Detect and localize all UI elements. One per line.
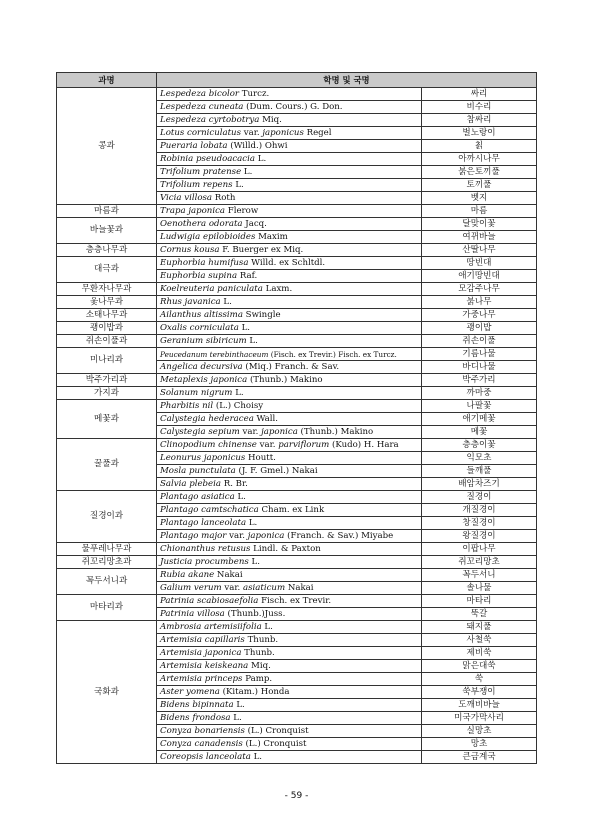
scientific-name-cell bbox=[157, 296, 422, 309]
korean-name-cell: 뚝갈 bbox=[422, 608, 537, 621]
korean-name-cell: 메꽃 bbox=[422, 426, 537, 439]
family-cell: 옻나무과 bbox=[57, 296, 157, 309]
scientific-name-author: (Franch. & Sav.) Miyabe bbox=[284, 530, 394, 541]
scientific-name-cell bbox=[157, 270, 422, 283]
korean-name-cell: 돼지풀 bbox=[422, 621, 537, 634]
scientific-name-cell bbox=[157, 166, 422, 179]
scientific-name-cell bbox=[157, 686, 422, 699]
scientific-name-cell bbox=[157, 127, 422, 140]
scientific-name-cell bbox=[157, 556, 422, 569]
scientific-name-cell bbox=[157, 660, 422, 673]
scientific-name-author: Willd. ex Schltdl. bbox=[248, 257, 326, 268]
scientific-name-italic: Justicia procumbens bbox=[160, 556, 249, 567]
korean-name-cell: 마타리 bbox=[422, 595, 537, 608]
scientific-name-author: L. bbox=[250, 751, 263, 762]
scientific-name-author: (L.) Cronquist bbox=[244, 725, 309, 736]
korean-name-cell: 층층이꽃 bbox=[422, 439, 537, 452]
korean-name-cell: 기름나물 bbox=[422, 348, 537, 361]
scientific-name-italic: Patrinia villosa bbox=[160, 608, 225, 619]
scientific-name-author: Swingle bbox=[242, 309, 281, 320]
korean-name-cell: 질경이 bbox=[422, 491, 537, 504]
scientific-name-cell bbox=[157, 543, 422, 556]
scientific-name-author: Pamp. bbox=[242, 673, 273, 684]
korean-name-cell: 붉나무 bbox=[422, 296, 537, 309]
scientific-name-italic: Pueraria lobata bbox=[160, 140, 228, 151]
table-header-row bbox=[57, 73, 537, 88]
scientific-name-italic: Metaplexis japonica bbox=[160, 374, 248, 385]
scientific-name-cell bbox=[157, 231, 422, 244]
family-cell: 박주가리과 bbox=[57, 374, 157, 387]
korean-name-cell: 나팔꽃 bbox=[422, 400, 537, 413]
scientific-name-author: Nakai bbox=[214, 569, 243, 580]
scientific-name-cell bbox=[157, 335, 422, 348]
scientific-name-italic: Aster yomena bbox=[160, 686, 220, 697]
scientific-name-cell bbox=[157, 738, 422, 751]
scientific-name-italic: Artemisia japonica bbox=[160, 647, 242, 658]
scientific-name-author: Regel bbox=[303, 127, 332, 138]
scientific-name-italic: japonicus bbox=[262, 127, 304, 138]
scientific-name-author: var. bbox=[221, 582, 243, 593]
family-cell: 괭이밥과 bbox=[57, 322, 157, 335]
korean-name-cell: 쑥 bbox=[422, 673, 537, 686]
korean-name-cell: 바디나물 bbox=[422, 361, 537, 374]
header-family: 과명 bbox=[57, 73, 157, 88]
scientific-name-italic: Plantago asiatica bbox=[160, 491, 235, 502]
scientific-name-author: (Fisch. ex Trevir.) Fisch. ex Turcz. bbox=[268, 349, 397, 359]
scientific-name-author: (Kitam.) Honda bbox=[219, 686, 290, 697]
scientific-name-author: Miq. bbox=[259, 114, 282, 125]
korean-name-cell: 쥐손이풀 bbox=[422, 335, 537, 348]
korean-name-cell: 개질경이 bbox=[422, 504, 537, 517]
scientific-name-author: R. Br. bbox=[221, 478, 248, 489]
scientific-name-author: L. bbox=[238, 322, 251, 333]
scientific-name-cell bbox=[157, 140, 422, 153]
korean-name-cell: 애기메꽃 bbox=[422, 413, 537, 426]
scientific-name-author: L. bbox=[246, 517, 258, 528]
scientific-name-italic: Bidens frondosa bbox=[160, 712, 231, 723]
table-row bbox=[57, 335, 537, 348]
scientific-name-author: Maxim bbox=[255, 231, 288, 242]
korean-name-cell: 익모초 bbox=[422, 452, 537, 465]
scientific-name-author: L. bbox=[220, 296, 232, 307]
scientific-name-italic: Artemisia princeps bbox=[160, 673, 243, 684]
scientific-name-italic: Pharbitis nil bbox=[160, 400, 214, 411]
scientific-name-italic: Oxalis corniculata bbox=[160, 322, 239, 333]
table-row bbox=[57, 244, 537, 257]
scientific-name-italic: Vicia villosa bbox=[160, 192, 213, 203]
family-cell: 메꽃과 bbox=[57, 400, 157, 439]
scientific-name-italic: Solanum nigrum bbox=[160, 387, 233, 398]
korean-name-cell: 창질경이 bbox=[422, 517, 537, 530]
family-cell: 콩과 bbox=[57, 88, 157, 205]
scientific-name-author: L. bbox=[232, 179, 244, 190]
korean-name-cell: 벳지 bbox=[422, 192, 537, 205]
scientific-name-italic: Ambrosia artemisiifolia bbox=[160, 621, 262, 632]
korean-name-cell: 땅빈대 bbox=[422, 257, 537, 270]
scientific-name-italic: Rubia akane bbox=[160, 569, 215, 580]
table-row bbox=[57, 205, 537, 218]
korean-name-cell: 쑥부쟁이 bbox=[422, 686, 537, 699]
scientific-name-author: Houtt. bbox=[245, 452, 276, 463]
table-row bbox=[57, 595, 537, 608]
scientific-name-italic: Plantago major bbox=[160, 530, 227, 541]
scientific-name-italic: Geranium sibiricum bbox=[160, 335, 247, 346]
table-row bbox=[57, 439, 537, 452]
korean-name-cell: 참싸리 bbox=[422, 114, 537, 127]
scientific-name-italic: Cornus kousa bbox=[160, 244, 220, 255]
scientific-name-italic: Euphorbia supina bbox=[160, 270, 238, 281]
family-cell: 쥐손이풀과 bbox=[57, 335, 157, 348]
scientific-name-cell bbox=[157, 582, 422, 595]
scientific-name-italic: parviflorum bbox=[278, 439, 330, 450]
scientific-name-cell bbox=[157, 517, 422, 530]
scientific-name-cell bbox=[157, 673, 422, 686]
scientific-name-cell bbox=[157, 699, 422, 712]
korean-name-cell: 칡 bbox=[422, 140, 537, 153]
table-row bbox=[57, 374, 537, 387]
scientific-name-author: L. bbox=[233, 699, 245, 710]
scientific-name-cell bbox=[157, 478, 422, 491]
scientific-name-cell bbox=[157, 491, 422, 504]
scientific-name-cell bbox=[157, 647, 422, 660]
korean-name-cell: 꼭두서니 bbox=[422, 569, 537, 582]
scientific-name-cell bbox=[157, 712, 422, 725]
scientific-name-cell bbox=[157, 569, 422, 582]
scientific-name-cell bbox=[157, 218, 422, 231]
scientific-name-author: (Miq.) Franch. & Sav. bbox=[242, 361, 340, 372]
scientific-name-cell bbox=[157, 634, 422, 647]
scientific-name-italic: Trifolium pratense bbox=[160, 166, 242, 177]
scientific-name-cell bbox=[157, 244, 422, 257]
korean-name-cell: 실망초 bbox=[422, 725, 537, 738]
table-row bbox=[57, 556, 537, 569]
family-cell: 소태나무과 bbox=[57, 309, 157, 322]
scientific-name-italic: japonica bbox=[247, 530, 285, 541]
scientific-name-cell bbox=[157, 452, 422, 465]
scientific-name-author: Turcz. bbox=[239, 88, 270, 99]
scientific-name-author: L. bbox=[232, 387, 244, 398]
korean-name-cell: 붉은토끼풀 bbox=[422, 166, 537, 179]
scientific-name-italic: Robinia pseudoacacia bbox=[160, 153, 255, 164]
scientific-name-cell bbox=[157, 374, 422, 387]
scientific-name-italic: Ailanthus altissima bbox=[160, 309, 243, 320]
scientific-name-italic: Koelreuteria paniculata bbox=[160, 283, 263, 294]
scientific-name-cell bbox=[157, 114, 422, 127]
table-row bbox=[57, 296, 537, 309]
scientific-name-italic: Euphorbia humifusa bbox=[160, 257, 249, 268]
family-cell: 가지과 bbox=[57, 387, 157, 400]
species-table bbox=[56, 72, 537, 764]
scientific-name-cell bbox=[157, 179, 422, 192]
scientific-name-author: (Kudo) H. Hara bbox=[329, 439, 399, 450]
scientific-name-author: Nakai bbox=[285, 582, 314, 593]
korean-name-cell: 이팝나무 bbox=[422, 543, 537, 556]
family-cell: 꿀풀과 bbox=[57, 439, 157, 491]
table-body bbox=[57, 88, 537, 764]
table-row bbox=[57, 621, 537, 634]
korean-name-cell: 괭이밥 bbox=[422, 322, 537, 335]
table-row bbox=[57, 88, 537, 101]
korean-name-cell: 박주가리 bbox=[422, 374, 537, 387]
scientific-name-italic: Lespedeza cuneata bbox=[160, 101, 244, 112]
scientific-name-italic: Rhus javanica bbox=[160, 296, 221, 307]
scientific-name-italic: Oenothera odorata bbox=[160, 218, 243, 229]
scientific-name-cell bbox=[157, 387, 422, 400]
table-row bbox=[57, 257, 537, 270]
scientific-name-italic: Chionanthus retusus bbox=[160, 543, 251, 554]
korean-name-cell: 망초 bbox=[422, 738, 537, 751]
scientific-name-cell bbox=[157, 400, 422, 413]
header-name: 학명 및 국명 bbox=[157, 73, 537, 88]
scientific-name-author: F. Buerger ex Miq. bbox=[219, 244, 304, 255]
scientific-name-italic: Mosla punctulata bbox=[160, 465, 236, 476]
family-cell: 꼭두서니과 bbox=[57, 569, 157, 595]
scientific-name-author: Laxm. bbox=[262, 283, 293, 294]
scientific-name-author: Roth bbox=[212, 192, 236, 203]
korean-name-cell: 달맞이꽃 bbox=[422, 218, 537, 231]
korean-name-cell: 들깨풀 bbox=[422, 465, 537, 478]
scientific-name-italic: Patrinia scabiosaefolia bbox=[160, 595, 259, 606]
scientific-name-author: (Thunb.) Makino bbox=[247, 374, 323, 385]
scientific-name-italic: Plantago camtschatica bbox=[160, 504, 259, 515]
scientific-name-cell bbox=[157, 595, 422, 608]
scientific-name-italic: japonica bbox=[261, 426, 298, 437]
korean-name-cell: 배암차즈기 bbox=[422, 478, 537, 491]
scientific-name-cell bbox=[157, 751, 422, 764]
scientific-name-author: Raf. bbox=[237, 270, 258, 281]
scientific-name-italic: Galium verum bbox=[160, 582, 222, 593]
scientific-name-author: (J. F. Gmel.) Nakai bbox=[235, 465, 318, 476]
scientific-name-author: Cham. ex Link bbox=[258, 504, 325, 515]
scientific-name-italic: Artemisia capillaris bbox=[160, 634, 245, 645]
korean-name-cell: 사철쑥 bbox=[422, 634, 537, 647]
scientific-name-cell bbox=[157, 322, 422, 335]
family-cell: 층층나무과 bbox=[57, 244, 157, 257]
korean-name-cell: 아까시나무 bbox=[422, 153, 537, 166]
scientific-name-italic: Salvia plebeia bbox=[160, 478, 222, 489]
scientific-name-italic: Peucedanum terebinthaceum bbox=[160, 349, 269, 359]
korean-name-cell: 애기땅빈대 bbox=[422, 270, 537, 283]
family-cell: 물푸레나무과 bbox=[57, 543, 157, 556]
scientific-name-cell bbox=[157, 426, 422, 439]
scientific-name-italic: Plantago lanceolata bbox=[160, 517, 247, 528]
family-cell: 대극과 bbox=[57, 257, 157, 283]
table-row bbox=[57, 283, 537, 296]
scientific-name-author: (Thunb.) Makino bbox=[297, 426, 374, 437]
scientific-name-author: (L.) Cronquist bbox=[242, 738, 307, 749]
scientific-name-italic: Conyza canadensis bbox=[160, 738, 243, 749]
scientific-name-italic: Conyza bonariensis bbox=[160, 725, 245, 736]
scientific-name-author: L. bbox=[234, 491, 246, 502]
korean-name-cell: 맑은대쑥 bbox=[422, 660, 537, 673]
scientific-name-italic: Lotus corniculatus bbox=[160, 127, 242, 138]
scientific-name-cell bbox=[157, 361, 422, 374]
scientific-name-cell bbox=[157, 101, 422, 114]
scientific-name-author: L. bbox=[261, 621, 273, 632]
page-number: - 59 - bbox=[284, 791, 309, 801]
scientific-name-italic: Clinopodium chinense bbox=[160, 439, 257, 450]
scientific-name-author: L. bbox=[246, 335, 258, 346]
scientific-name-author: Thunb. bbox=[244, 634, 279, 645]
korean-name-cell: 마름 bbox=[422, 205, 537, 218]
scientific-name-author: Thunb. bbox=[241, 647, 275, 658]
scientific-name-cell bbox=[157, 413, 422, 426]
scientific-name-cell bbox=[157, 439, 422, 452]
scientific-name-italic: Calystegia sepium bbox=[160, 426, 240, 437]
scientific-name-cell bbox=[157, 283, 422, 296]
scientific-name-cell bbox=[157, 88, 422, 101]
table-row bbox=[57, 218, 537, 231]
korean-name-cell: 벌노랑이 bbox=[422, 127, 537, 140]
korean-name-cell: 쥐꼬리망초 bbox=[422, 556, 537, 569]
scientific-name-italic: Ludwigia epilobioides bbox=[160, 231, 256, 242]
scientific-name-author: L. bbox=[230, 712, 242, 723]
scientific-name-italic: Calystegia hederacea bbox=[160, 413, 254, 424]
family-cell: 마름과 bbox=[57, 205, 157, 218]
scientific-name-italic: Trapa japonica bbox=[160, 205, 226, 216]
scientific-name-italic: Coreopsis lanceolata bbox=[160, 751, 251, 762]
family-cell: 마타리과 bbox=[57, 595, 157, 621]
scientific-name-author: (Thunb.)Juss. bbox=[224, 608, 286, 619]
scientific-name-author: Fisch. ex Trevir. bbox=[258, 595, 332, 606]
scientific-name-italic: Angelica decursiva bbox=[160, 361, 243, 372]
korean-name-cell: 토끼풀 bbox=[422, 179, 537, 192]
korean-name-cell: 여뀌바늘 bbox=[422, 231, 537, 244]
scientific-name-italic: Trifolium repens bbox=[160, 179, 233, 190]
table-row bbox=[57, 569, 537, 582]
scientific-name-author: Miq. bbox=[248, 660, 271, 671]
table-row bbox=[57, 491, 537, 504]
scientific-name-cell bbox=[157, 153, 422, 166]
scientific-name-cell bbox=[157, 725, 422, 738]
scientific-name-author: L. bbox=[241, 166, 253, 177]
table-row bbox=[57, 387, 537, 400]
scientific-name-author: (Dum. Cours.) G. Don. bbox=[243, 101, 343, 112]
scientific-name-author: L. bbox=[248, 556, 260, 567]
family-cell: 바늘꽃과 bbox=[57, 218, 157, 244]
scientific-name-italic: Leonurus japonicus bbox=[160, 452, 246, 463]
scientific-name-author: var. bbox=[256, 439, 279, 450]
scientific-name-author: (L.) Choisy bbox=[213, 400, 264, 411]
scientific-name-author: Jacq. bbox=[242, 218, 267, 229]
table-row bbox=[57, 543, 537, 556]
korean-name-cell: 비수리 bbox=[422, 101, 537, 114]
scientific-name-cell bbox=[157, 530, 422, 543]
korean-name-cell: 솔나물 bbox=[422, 582, 537, 595]
family-cell: 무환자나무과 bbox=[57, 283, 157, 296]
korean-name-cell: 제비쑥 bbox=[422, 647, 537, 660]
table-row bbox=[57, 400, 537, 413]
scientific-name-cell bbox=[157, 465, 422, 478]
scientific-name-italic: Lespedeza bicolor bbox=[160, 88, 240, 99]
scientific-name-author: var. bbox=[239, 426, 262, 437]
scientific-name-cell bbox=[157, 192, 422, 205]
korean-name-cell: 왕질경이 bbox=[422, 530, 537, 543]
scientific-name-author: Flerow bbox=[225, 205, 259, 216]
korean-name-cell: 까마중 bbox=[422, 387, 537, 400]
family-cell: 쥐꼬리망초과 bbox=[57, 556, 157, 569]
scientific-name-cell bbox=[157, 504, 422, 517]
korean-name-cell: 큰금계국 bbox=[422, 751, 537, 764]
scientific-name-italic: asiaticum bbox=[242, 582, 286, 593]
korean-name-cell: 미국가막사리 bbox=[422, 712, 537, 725]
scientific-name-author: var. bbox=[241, 127, 263, 138]
scientific-name-author: Wall. bbox=[253, 413, 278, 424]
korean-name-cell: 산딸나무 bbox=[422, 244, 537, 257]
family-cell: 미나리과 bbox=[57, 348, 157, 374]
scientific-name-cell bbox=[157, 257, 422, 270]
korean-name-cell: 가중나무 bbox=[422, 309, 537, 322]
scientific-name-italic: Lespedeza cyrtobotrya bbox=[160, 114, 260, 125]
family-cell: 질경이과 bbox=[57, 491, 157, 543]
korean-name-cell: 싸리 bbox=[422, 88, 537, 101]
scientific-name-author: Lindl. & Paxton bbox=[250, 543, 321, 554]
scientific-name-author: var. bbox=[226, 530, 248, 541]
scientific-name-cell bbox=[157, 205, 422, 218]
scientific-name-italic: Bidens bipinnata bbox=[160, 699, 234, 710]
korean-name-cell: 도깨비바늘 bbox=[422, 699, 537, 712]
scientific-name-author: (Willd.) Ohwi bbox=[227, 140, 288, 151]
scientific-name-cell bbox=[157, 348, 422, 361]
family-cell: 국화과 bbox=[57, 621, 157, 764]
table-row bbox=[57, 348, 537, 361]
scientific-name-cell bbox=[157, 309, 422, 322]
korean-name-cell: 모감주나무 bbox=[422, 283, 537, 296]
scientific-name-cell bbox=[157, 621, 422, 634]
scientific-name-author: L. bbox=[255, 153, 267, 164]
table-row bbox=[57, 322, 537, 335]
scientific-name-cell bbox=[157, 608, 422, 621]
table-row bbox=[57, 309, 537, 322]
scientific-name-italic: Artemisia keiskeana bbox=[160, 660, 249, 671]
